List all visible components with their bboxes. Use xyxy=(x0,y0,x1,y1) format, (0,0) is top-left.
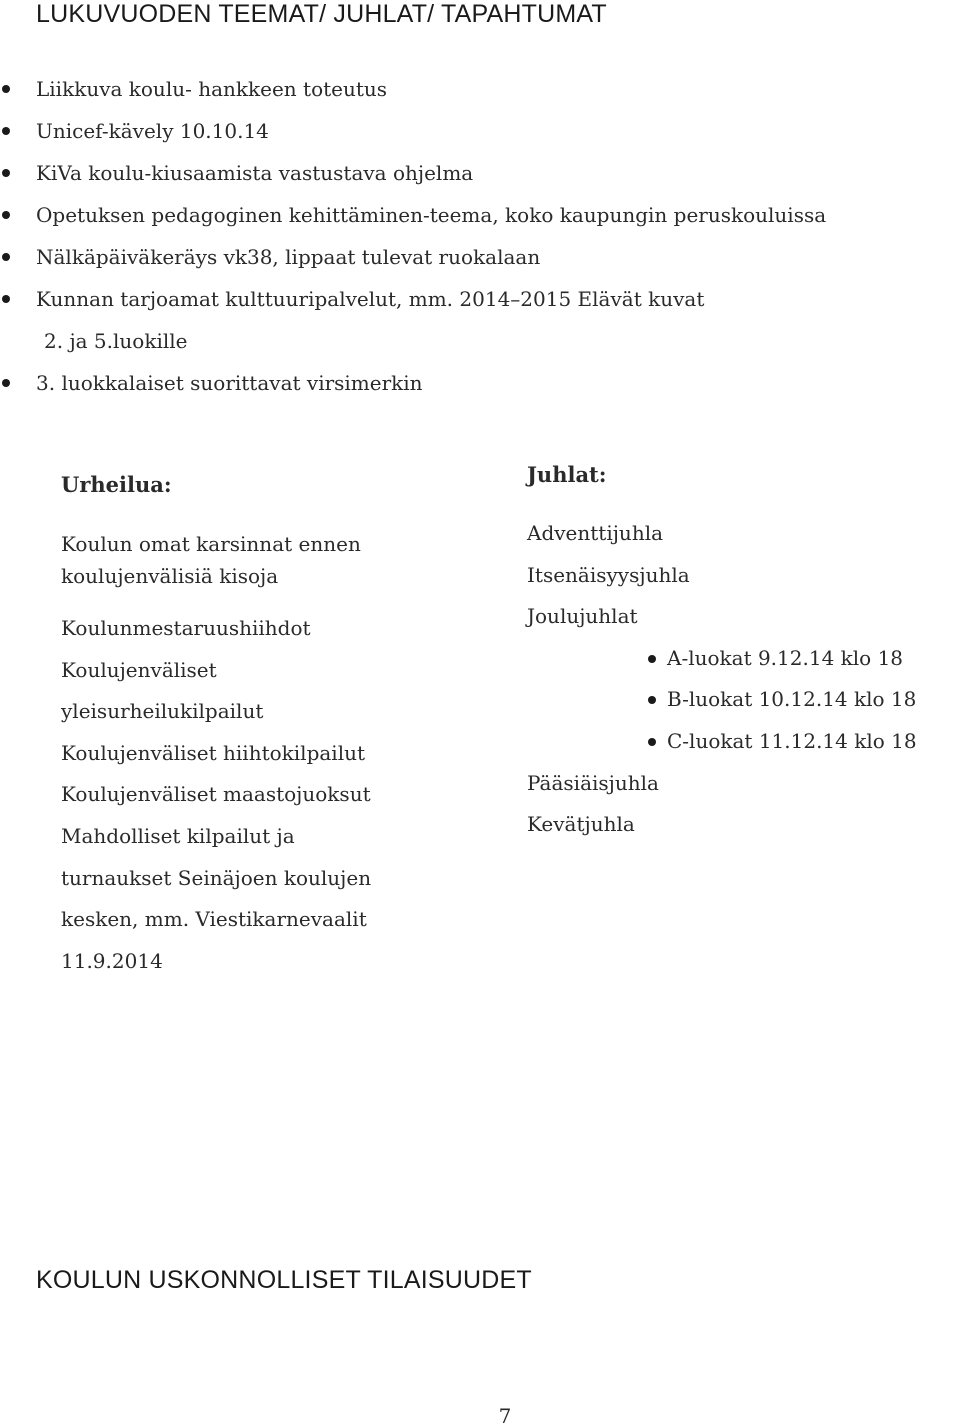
christmas-schedule-item: C-luokat 11.12.14 klo 18 xyxy=(527,721,917,763)
list-item: Unicef-kävely 10.10.14 xyxy=(0,110,826,152)
sports-line: yleisurheilukilpailut xyxy=(61,699,264,724)
list-item: Kunnan tarjoamat kulttuuripalvelut, mm. 2014–2015 Elävät kuvat xyxy=(0,278,826,320)
sports-line: Koulujenväliset xyxy=(61,657,217,682)
sports-line: Koulujenväliset maastojuoksut xyxy=(61,782,371,807)
festival-item: Adventtijuhla xyxy=(527,521,664,545)
list-item: 3. luokkalaiset suorittavat virsimerkin xyxy=(0,362,826,404)
bullet-icon xyxy=(648,696,656,704)
sports-list xyxy=(61,608,371,982)
sports-line: kesken, mm. Viestikarnevaalit xyxy=(61,907,367,932)
section-heading-themes: LUKUVUODEN TEEMAT/ JUHLAT/ TAPAHTUMAT xyxy=(36,0,607,28)
bullet-icon xyxy=(2,211,10,219)
bullet-icon xyxy=(648,738,656,746)
sports-intro-line: koulujenvälisiä kisoja xyxy=(61,564,279,588)
christmas-schedule-item: B-luokat 10.12.14 klo 18 xyxy=(527,679,917,721)
sports-line: Koulunmestaruushiihdot xyxy=(61,616,311,640)
bullet-icon xyxy=(2,295,10,303)
sports-intro xyxy=(61,528,361,592)
sports-line: turnaukset Seinäjoen koulujen xyxy=(61,865,372,890)
sports-line: Koulujenväliset hiihtokilpailut xyxy=(61,740,366,765)
festival-item: Itsenäisyysjuhla xyxy=(527,562,690,587)
section-heading-religious-events: KOULUN USKONNOLLISET TILAISUUDET xyxy=(36,1266,532,1294)
bullet-icon xyxy=(2,127,10,135)
festivals-list xyxy=(527,513,917,846)
list-item-continuation: 2. ja 5.luokille xyxy=(44,329,188,353)
list-item: KiVa koulu-kiusaamista vastustava ohjelma xyxy=(0,152,826,194)
sports-intro-line: Koulun omat karsinnat ennen xyxy=(61,532,361,556)
festival-item: Joulujuhlat xyxy=(527,604,638,629)
bullet-icon xyxy=(2,379,10,387)
themes-list xyxy=(0,68,826,404)
bullet-icon xyxy=(2,253,10,261)
list-item: Liikkuva koulu- hankkeen toteutus xyxy=(0,68,826,110)
festivals-title: Juhlat: xyxy=(527,462,607,487)
christmas-schedule-item: A-luokat 9.12.14 klo 18 xyxy=(527,638,917,680)
festival-item: Pääsiäisjuhla xyxy=(527,770,659,795)
sports-line: Mahdolliset kilpailut ja xyxy=(61,823,295,848)
list-item: Nälkäpäiväkeräys vk38, lippaat tulevat ruokalaan xyxy=(0,236,826,278)
bullet-icon xyxy=(648,655,656,663)
sports-line: 11.9.2014 xyxy=(61,948,163,973)
page-number: 7 xyxy=(498,1404,512,1428)
festival-item: Kevätjuhla xyxy=(527,812,635,837)
bullet-icon xyxy=(2,85,10,93)
bullet-icon xyxy=(2,169,10,177)
sports-title: Urheilua: xyxy=(61,472,172,497)
list-item: Opetuksen pedagoginen kehittäminen-teema, koko kaupungin peruskouluissa xyxy=(0,194,826,236)
